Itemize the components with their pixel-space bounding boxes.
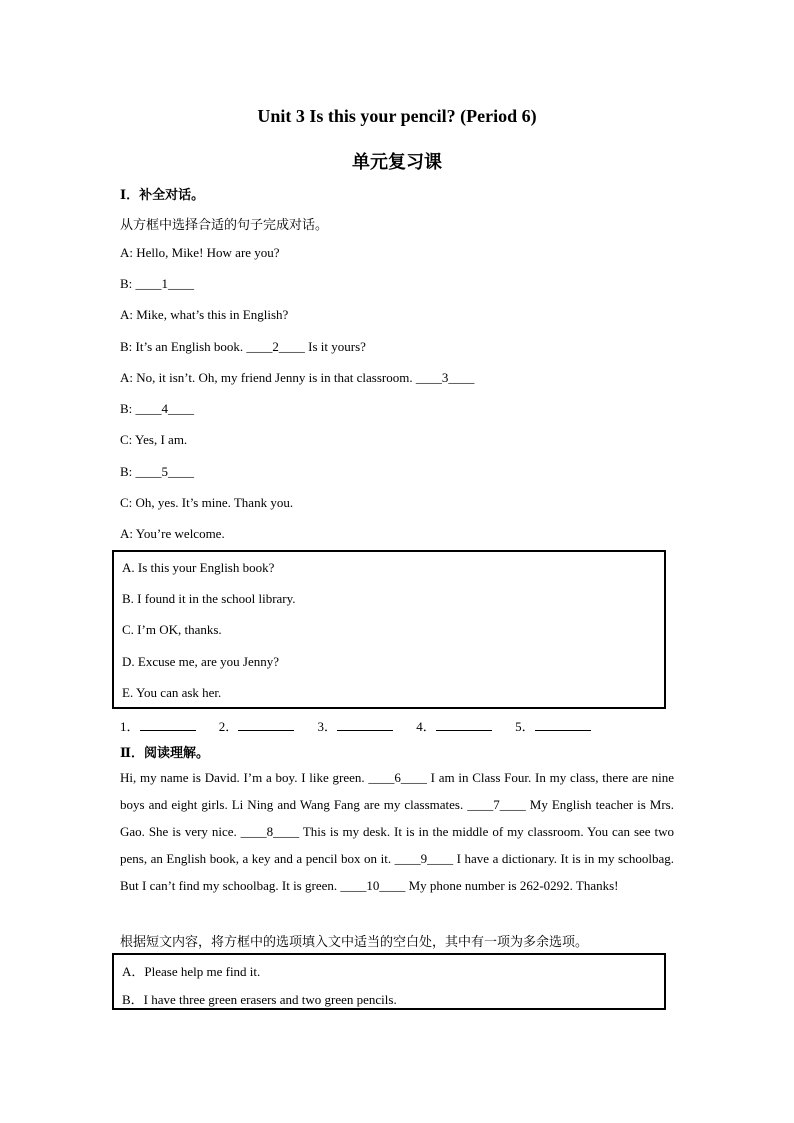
dialogue-line: A: Hello, Mike! How are you? [120,245,280,260]
answer-blank[interactable]: 2． [219,716,295,735]
option-item: E. You can ask her. [122,685,222,700]
dialogue-line: C: Oh, yes. It’s mine. Thank you. [120,495,294,510]
option-item: A．Please help me find it. [122,964,261,979]
section1-heading: Ⅰ．补全对话。 [120,187,205,202]
section2-instruction: 根据短文内容，将方框中的选项填入文中适当的空白处，其中有一项为多余选项。 [120,934,589,949]
dialogue-line: B: ____5____ [120,464,195,479]
dialogue-line: B: ____1____ [120,276,195,291]
section2-heading: Ⅱ．阅读理解。 [120,745,209,760]
page-subtitle: 单元复习课 [352,152,442,172]
reading-passage: Hi, my name is David. I’m a boy. I like green. ____6____ I am in Class Four. In my class, there are nine boys and eight girls. Li Ning and Wang Fang are my classmates. ____7____ My English teacher is Mrs. Gao. She is very nice. ____8____ This is my desk. It is in the middle of my classroom. You can see two pens, an English book, a key and a pencil box on it. ____9____ I have a dictionary. It is in my schoolbag. But I can’t find my schoolbag. It is green. ____10____ My phone number is 262-0292. Thanks! [120,770,674,893]
dialogue-line: A: Mike, what’s this in English? [120,307,289,322]
answer-blanks [120,716,611,735]
options-box-2 [112,953,666,1010]
dialogue-line: B: It’s an English book. ____2____ Is it yours? [120,339,366,354]
option-item: D. Excuse me, are you Jenny? [122,654,280,669]
answer-blank[interactable]: 5． [515,716,591,735]
dialogue-line: A: You’re welcome. [120,526,225,541]
option-item: B．I have three green erasers and two green pencils. [122,992,397,1007]
answer-blank[interactable]: 1． [120,716,196,735]
section1-instruction: 从方框中选择合适的句子完成对话。 [120,217,329,232]
dialogue-line: A: No, it isn’t. Oh, my friend Jenny is in that classroom. ____3____ [120,370,475,385]
answer-blank[interactable]: 3． [318,716,394,735]
option-item: B. I found it in the school library. [122,591,296,606]
page-title: Unit 3 Is this your pencil? (Period 6) [257,106,537,126]
dialogue-line: C: Yes, I am. [120,432,188,447]
dialogue-line: B: ____4____ [120,401,195,416]
options-box [112,550,666,709]
answer-blank[interactable]: 4． [416,716,492,735]
option-item: C. I’m OK, thanks. [122,622,222,637]
option-item: A. Is this your English book? [122,560,275,575]
